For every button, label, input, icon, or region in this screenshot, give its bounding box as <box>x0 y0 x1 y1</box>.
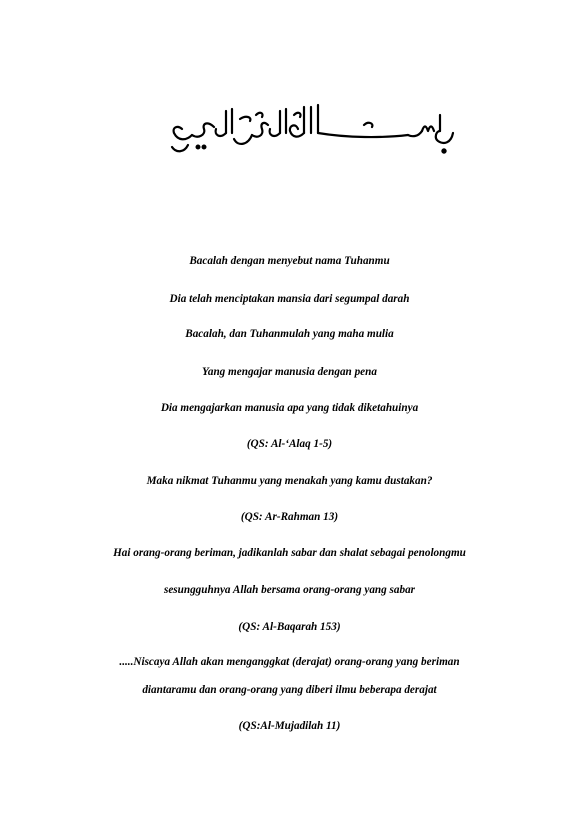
citation-al-baqarah: (QS: Al-Baqarah 153) <box>238 621 341 633</box>
citation-ar-rahman: (QS: Ar-Rahman 13) <box>240 511 339 523</box>
basmala-calligraphy <box>168 95 458 165</box>
verse-line-5: Dia mengajarkan manusia apa yang tidak diketahuinya <box>160 402 419 414</box>
citation-al-alaq: (QS: Al-‘Alaq 1-5) <box>246 438 333 450</box>
verse-line-2: Dia telah menciptakan mansia dari segumpal darah <box>169 293 410 305</box>
verse-line-3: Bacalah, dan Tuhanmulah yang maha mulia <box>185 328 394 340</box>
verse-line-10: diantaramu dan orang-orang yang diberi ilmu beberapa derajat <box>142 684 437 696</box>
verse-line-1: Bacalah dengan menyebut nama Tuhanmu <box>189 255 390 267</box>
verse-line-6: Maka nikmat Tuhanmu yang menakah yang kamu dustakan? <box>146 475 433 487</box>
verse-line-9: .....Niscaya Allah akan menganggkat (derajat) orang-orang yang beriman <box>119 656 460 668</box>
verse-line-4: Yang mengajar manusia dengan pena <box>202 366 377 378</box>
verse-line-7: Hai orang-orang beriman, jadikanlah sabar dan shalat sebagai penolongmu <box>113 547 466 559</box>
citation-al-mujadilah: (QS:Al-Mujadilah 11) <box>238 720 341 732</box>
verse-line-8: sesungguhnya Allah bersama orang-orang yang sabar <box>163 584 416 596</box>
